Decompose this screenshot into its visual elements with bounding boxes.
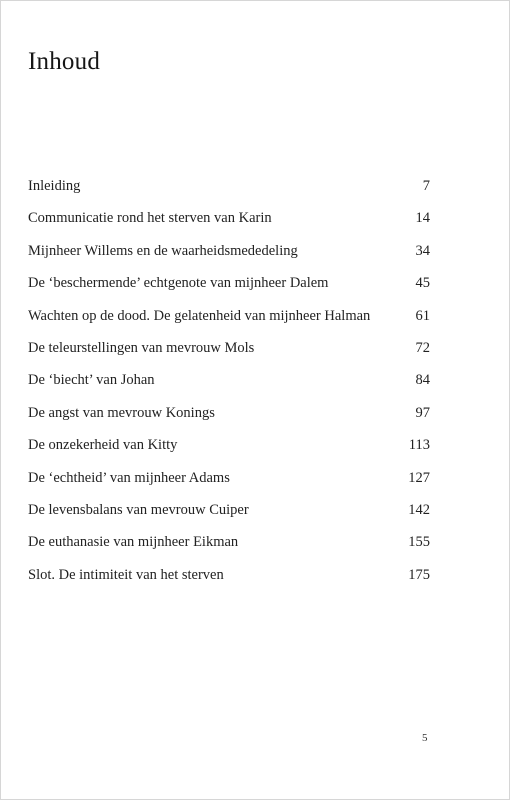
toc-entry-title: Mijnheer Willems en de waarheidsmededeling (28, 242, 298, 259)
table-of-contents (28, 176, 430, 597)
toc-entry-title: De levensbalans van mevrouw Cuiper (28, 501, 249, 518)
toc-entry-title: De angst van mevrouw Konings (28, 404, 215, 421)
toc-entry-title: Communicatie rond het sterven van Karin (28, 210, 272, 227)
toc-entry (28, 370, 430, 402)
toc-entry-page: 155 (408, 534, 430, 551)
toc-entry-page: 61 (415, 307, 430, 324)
toc-entry-page: 97 (415, 404, 430, 421)
toc-entry (28, 273, 430, 305)
toc-entry (28, 338, 430, 370)
toc-entry (28, 532, 430, 564)
toc-entry-title: De teleurstellingen van mevrouw Mols (28, 339, 255, 356)
toc-entry (28, 241, 430, 273)
page-number: 5 (422, 732, 428, 744)
toc-entry-title: De euthanasie van mijnheer Eikman (28, 534, 239, 551)
toc-entry-page: 72 (415, 339, 430, 356)
toc-entry-title: De onzekerheid van Kitty (28, 437, 178, 454)
toc-entry (28, 403, 430, 435)
toc-entry-page: 142 (408, 501, 430, 518)
page-title: Inhoud (28, 48, 101, 75)
toc-entry-title: Wachten op de dood. De gelatenheid van mijnheer Halman (28, 307, 371, 324)
toc-entry-title: Slot. De intimiteit van het sterven (28, 566, 224, 583)
toc-entry-title: De ‘echtheid’ van mijnheer Adams (28, 469, 230, 486)
toc-entry-title: De ‘beschermende’ echtgenote van mijnheer Dalem (28, 275, 329, 292)
toc-entry-page: 7 (422, 178, 430, 194)
toc-entry (28, 500, 430, 532)
toc-entry-page: 175 (408, 566, 430, 583)
toc-entry-page: 113 (408, 437, 430, 454)
toc-entry (28, 208, 430, 240)
toc-entry-title: Inleiding (28, 178, 81, 194)
toc-entry-page: 14 (415, 210, 430, 227)
toc-entry-page: 34 (415, 242, 430, 259)
toc-entry (28, 435, 430, 467)
toc-entry-page: 45 (415, 275, 430, 292)
toc-entry (28, 565, 430, 597)
toc-entry-page: 127 (408, 469, 430, 486)
toc-entry-page: 84 (415, 372, 430, 389)
toc-entry (28, 306, 430, 338)
toc-entry (28, 468, 430, 500)
toc-entry-title: De ‘biecht’ van Johan (28, 372, 155, 389)
toc-entry (28, 176, 430, 208)
